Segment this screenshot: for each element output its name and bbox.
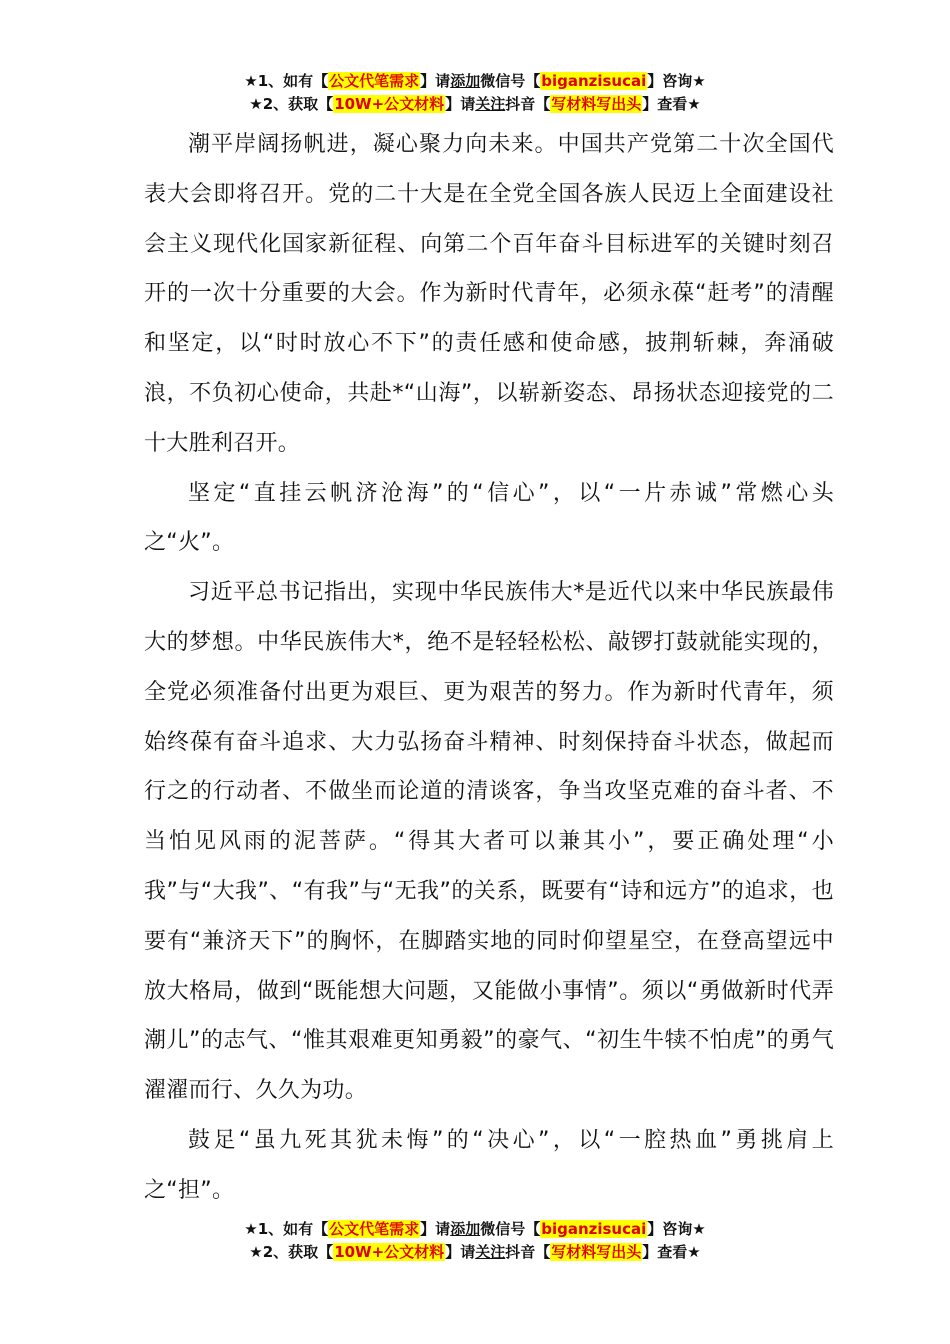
banner-text: 】请 bbox=[445, 95, 476, 113]
banner-text: ★1、如有【 bbox=[244, 1220, 329, 1238]
banner-text: 抖音【 bbox=[505, 1243, 551, 1261]
highlight-wechat-id: biganzisucai bbox=[541, 72, 647, 90]
banner-text: 】查看★ bbox=[642, 95, 701, 113]
banner-text: 】咨询★ bbox=[647, 72, 706, 90]
underlined-text: 关注 bbox=[475, 1243, 506, 1261]
banner-text: 】请 bbox=[445, 1243, 476, 1261]
highlight-ghostwriting: 公文代笔需求 bbox=[329, 1220, 420, 1238]
banner-line-1 bbox=[0, 70, 950, 93]
underlined-text: 添加 bbox=[450, 72, 481, 90]
banner-text: ★2、获取【 bbox=[249, 95, 334, 113]
banner-text: 】咨询★ bbox=[647, 1220, 706, 1238]
banner-line-2 bbox=[0, 93, 950, 116]
highlight-materials: 10W+公文材料 bbox=[334, 95, 445, 113]
highlight-wechat-id: biganzisucai bbox=[541, 1220, 647, 1238]
banner-text: 抖音【 bbox=[505, 95, 551, 113]
banner-line-1 bbox=[0, 1218, 950, 1241]
banner-text: 微信号【 bbox=[480, 72, 541, 90]
highlight-douyin-account: 写材料写出头 bbox=[551, 95, 642, 113]
paragraph: 习近平总书记指出，实现中华民族伟大*是近代以来中华民族最伟大的梦想。中华民族伟大*，绝不是轻轻松松、敲锣打鼓就能实现的，全党必须准备付出更为艰巨、更为艰苦的努力。作为新时代青年，须始终葆有奋斗追求、大力弘扬奋斗精神、时刻保持奋斗状态，做起而行之的行动者、不做坐而论道的清谈客，争当攻坚克难的奋斗者、不当怕见风雨的泥菩萨。“得其大者可以兼其小”，要正确处理“小我”与“大我”、“有我”与“无我”的关系，既要有“诗和远方”的追求，也要有“兼济天下”的胸怀，在脚踏实地的同时仰望星空，在登高望远中放大格局，做到“既能想大问题，又能做小事情”。须以“勇做新时代弄潮儿”的志气、“惟其艰难更知勇毅”的豪气、“初生牛犊不怕虎”的勇气濯濯而行、久久为功。 bbox=[144, 580, 834, 1104]
highlight-ghostwriting: 公文代笔需求 bbox=[329, 72, 420, 90]
banner-text: 微信号【 bbox=[480, 1220, 541, 1238]
paragraph: 鼓足“虽九死其犹未悔”的“决心”，以“一腔热血”勇挑肩上之“担”。 bbox=[144, 1127, 834, 1203]
banner-text: ★2、获取【 bbox=[249, 1243, 334, 1261]
banner-text: 】请 bbox=[420, 1220, 451, 1238]
banner-text: 】查看★ bbox=[642, 1243, 701, 1261]
paragraph: 坚定“直挂云帆济沧海”的“信心”，以“一片赤诚”常燃心头之“火”。 bbox=[144, 480, 834, 556]
highlight-materials: 10W+公文材料 bbox=[334, 1243, 445, 1261]
header-banner bbox=[0, 70, 950, 116]
underlined-text: 关注 bbox=[475, 95, 506, 113]
banner-line-2 bbox=[0, 1241, 950, 1264]
paragraph: 潮平岸阔扬帆进，凝心聚力向未来。中国共产党第二十次全国代表大会即将召开。党的二十大是在全党全国各族人民迈上全面建设社会主义现代化国家新征程、向第二个百年奋斗目标进军的关键时刻召开的一次十分重要的大会。作为新时代青年，必须永葆“赶考”的清醒和坚定，以“时时放心不下”的责任感和使命感，披荆斩棘，奔涌破浪，不负初心使命，共赴*“山海”，以崭新姿态、昂扬状态迎接党的二十大胜利召开。 bbox=[144, 132, 834, 456]
highlight-douyin-account: 写材料写出头 bbox=[551, 1243, 642, 1261]
document-body bbox=[144, 120, 834, 1216]
banner-text: 】请 bbox=[420, 72, 451, 90]
underlined-text: 添加 bbox=[450, 1220, 481, 1238]
banner-text: ★1、如有【 bbox=[244, 72, 329, 90]
footer-banner bbox=[0, 1218, 950, 1264]
